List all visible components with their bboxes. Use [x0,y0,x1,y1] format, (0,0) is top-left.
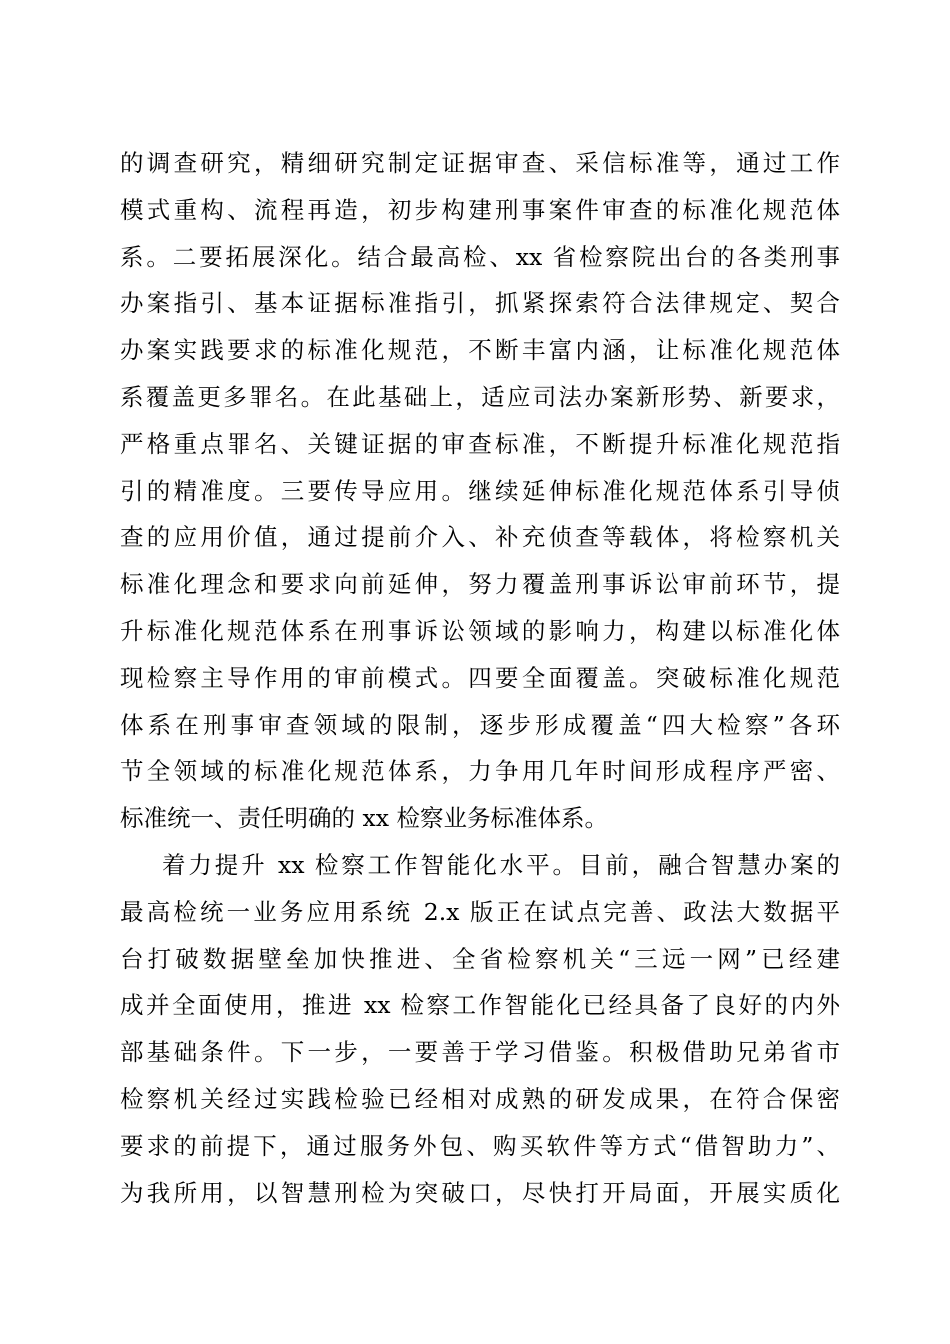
text-line: 为我所用，以智慧刑检为突破口，尽快打开局面，开展实质化 [120,1178,840,1207]
text-line: 节全领域的标准化规范体系，力争用几年时间形成程序严密、 [120,757,840,786]
text-line: 的调查研究，精细研究制定证据审查、采信标准等，通过工作 [120,149,840,177]
text-line: 升标准化规范体系在刑事诉讼领域的影响力，构建以标准化体 [120,616,840,645]
text-line: 标准化理念和要求向前延伸，努力覆盖刑事诉讼审前环节，提 [120,570,840,599]
text-line: 严格重点罪名、关键证据的审查标准，不断提升标准化规范指 [120,429,840,458]
text-line: 成并全面使用，推进 xx 检察工作智能化已经具备了良好的内外 [120,991,840,1020]
text-line: 体系在刑事审查领域的限制，逐步形成覆盖“四大检察”各环 [120,710,840,739]
text-line: 查的应用价值，通过提前介入、补充侦查等载体，将检察机关 [120,523,840,552]
text-line: 系。二要拓展深化。结合最高检、xx 省检察院出台的各类刑事 [120,242,840,271]
text-line: 办案指引、基本证据标准指引，抓紧探索符合法律规定、契合 [120,289,840,318]
body-text [120,140,840,1216]
text-line: 检察机关经过实践检验已经相对成熟的研发成果，在符合保密 [120,1084,840,1113]
text-line: 引的精准度。三要传导应用。继续延伸标准化规范体系引导侦 [120,476,840,505]
text-line: 现检察主导作用的审前模式。四要全面覆盖。突破标准化规范 [120,663,840,692]
text-line: 模式重构、流程再造，初步构建刑事案件审查的标准化规范体 [120,195,840,224]
text-line: 最高检统一业务应用系统 2.x 版正在试点完善、政法大数据平 [120,897,840,926]
text-line: 部基础条件。下一步，一要善于学习借鉴。积极借助兄弟省市 [120,1038,840,1067]
paragraph-end-line: 标准统一、责任明确的 xx 检察业务标准体系。 [120,804,608,833]
paragraph-first-line: 着力提升 xx 检察工作智能化水平。目前，融合智慧办案的 [162,850,840,879]
text-line: 要求的前提下，通过服务外包、购买软件等方式“借智助力”、 [120,1131,840,1160]
text-line: 办案实践要求的标准化规范，不断丰富内涵，让标准化规范体 [120,336,840,365]
text-line: 系覆盖更多罪名。在此基础上，适应司法办案新形势、新要求， [120,382,840,411]
text-line: 台打破数据壁垒加快推进、全省检察机关“三远一网”已经建 [120,944,840,973]
